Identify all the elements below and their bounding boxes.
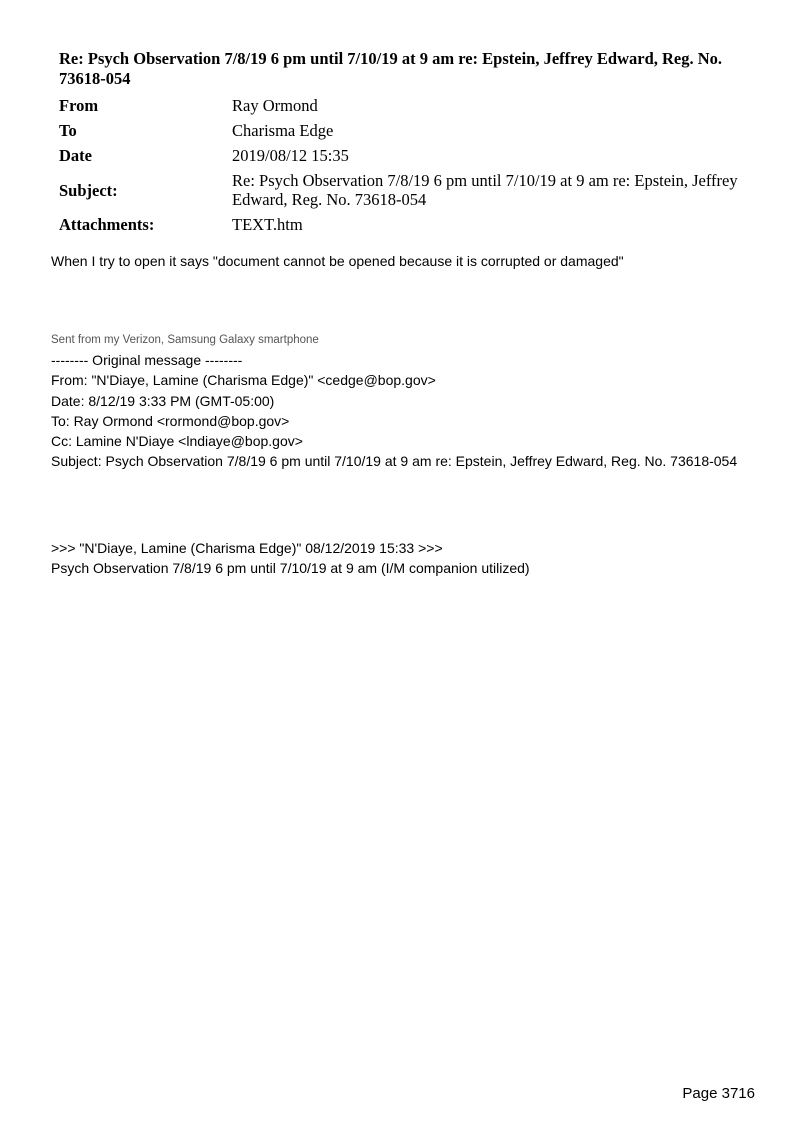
date-row [59,143,749,168]
email-header [59,49,749,237]
subject-row [59,168,749,212]
from-row [59,93,749,118]
original-from: From: "N'Diaye, Lamine (Charisma Edge)" <cedge@bop.gov> [51,372,436,389]
original-date: Date: 8/12/19 3:33 PM (GMT-05:00) [51,392,275,409]
reply-text: When I try to open it says "document cannot be opened because it is corrupted or damaged" [51,253,624,269]
subject-label: Subject: [59,180,118,200]
sent-from-signature: Sent from my Verizon, Samsung Galaxy smartphone [51,334,319,346]
original-subject: Subject: Psych Observation 7/8/19 6 pm until 7/10/19 at 9 am re: Epstein, Jeffrey Edward, Reg. No. 73618-054 [51,453,738,470]
to-value: Charisma Edge [232,121,334,140]
attachments-row [59,212,749,237]
email-meta-table [59,93,749,237]
attachments-label: Attachments: [59,215,155,234]
original-to: To: Ray Ormond <rormond@bop.gov> [51,412,290,429]
original-cc: Cc: Lamine N'Diaye <lndiaye@bop.gov> [51,433,303,450]
from-value: Ray Ormond [232,96,318,115]
original-message [51,350,741,472]
date-label: Date [59,146,92,165]
from-label: From [59,96,99,115]
date-value: 2019/08/12 15:35 [232,146,349,165]
quoted-text: Psych Observation 7/8/19 6 pm until 7/10/19 at 9 am (I/M companion utilized) [51,560,530,576]
to-label: To [59,121,77,140]
email-title: Re: Psych Observation 7/8/19 6 pm until 7/10/19 at 9 am re: Epstein, Jeffrey Edward, Reg. No. 73618-054 [59,49,723,88]
page-number: Page 3716 [682,1085,755,1102]
attachments-value: TEXT.htm [232,215,303,234]
subject-value: Re: Psych Observation 7/8/19 6 pm until 7/10/19 at 9 am re: Epstein, Jeffrey Edward, Reg. No. 73618-054 [232,171,738,209]
quoted-header: >>> "N'Diaye, Lamine (Charisma Edge)" 08/12/2019 15:33 >>> [51,540,443,556]
to-row [59,118,749,143]
quoted-message [51,538,530,578]
original-message-header: -------- Original message -------- [51,352,243,368]
